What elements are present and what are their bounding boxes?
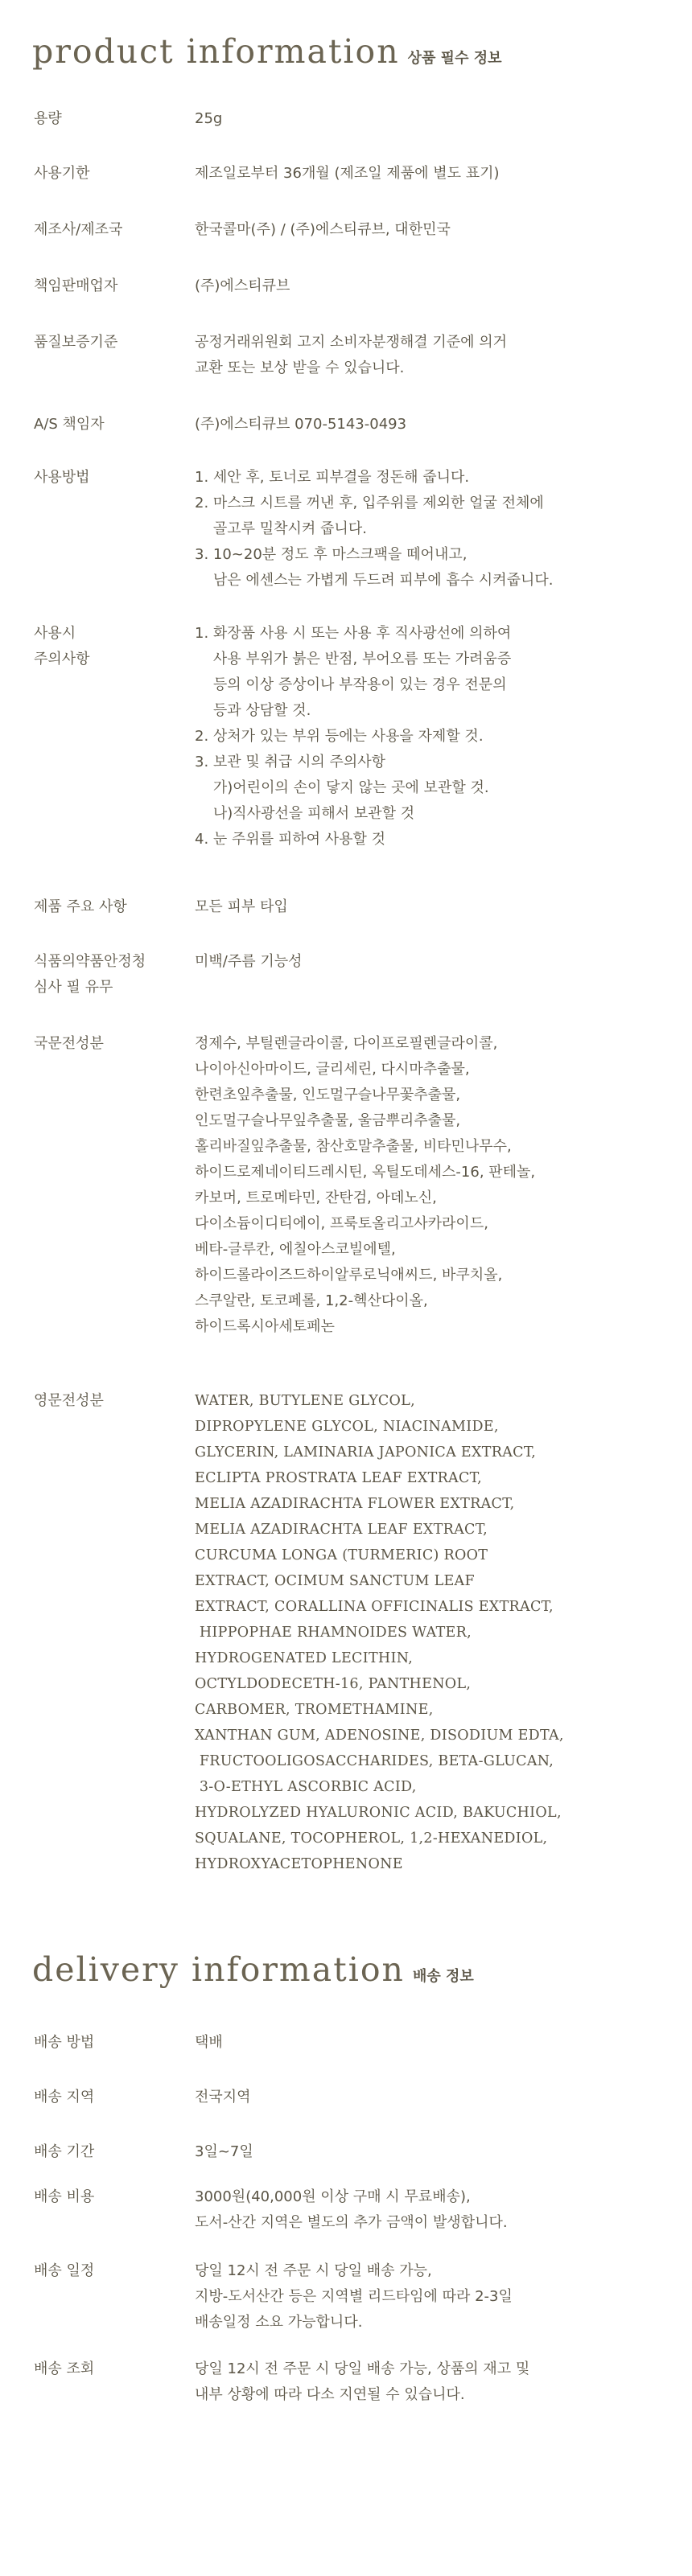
product-info-value-line: HYDROXYACETOPHENONE: [195, 1856, 403, 1872]
product-info-value: [195, 1031, 660, 1340]
delivery-info-value-line: 도서-산간 지역은 별도의 추가 금액이 발생합니다.: [195, 2214, 508, 2231]
delivery-info-heading: [32, 1950, 660, 1989]
product-info-value-line: CURCUMA LONGA (TURMERIC) ROOT: [195, 1547, 488, 1563]
product-info-value-line: HYDROGENATED LECITHIN,: [195, 1650, 414, 1666]
product-info-label: [34, 1388, 187, 1414]
product-info-label-line: 용량: [34, 110, 62, 127]
product-info-value-line: 3. 10~20분 정도 후 마스크팩을 떼어내고,: [195, 546, 468, 563]
product-info-value-line: 1. 세안 후, 토너로 피부결을 정돈해 줍니다.: [195, 469, 470, 486]
delivery-info-label: [34, 2139, 187, 2165]
product-info-value: [195, 949, 660, 975]
product-info-value-line: 홀리바질잎추출물, 참산호말추출물, 비타민나무수,: [195, 1138, 512, 1155]
product-info-value: [195, 217, 660, 243]
product-info-value-line: EXTRACT, CORALLINA OFFICINALIS EXTRACT,: [195, 1599, 554, 1615]
product-info-value-line: 베타-글루칸, 에칠아스코빌에텔,: [195, 1241, 396, 1258]
delivery-info-value: [195, 2258, 660, 2336]
product-info-value-line: 하이드로제네이티드레시틴, 옥틸도데세스-16, 판테놀,: [195, 1164, 536, 1181]
product-info-value-line: 인도멀구슬나무잎추출물, 울금뿌리추출물,: [195, 1112, 461, 1129]
product-info-value: [195, 330, 660, 381]
product-info-value-line: EXTRACT, OCIMUM SANCTUM LEAF: [195, 1573, 475, 1589]
product-info-value-line: 사용 부위가 붉은 반점, 부어오름 또는 가려움증: [195, 651, 512, 668]
delivery-info-label-line: 배송 기간: [34, 2143, 95, 2160]
product-info-label: [34, 1031, 187, 1057]
delivery-info-section: [32, 1950, 660, 1989]
product-info-value-line: MELIA AZADIRACHTA FLOWER EXTRACT,: [195, 1496, 515, 1512]
product-info-value-line: OCTYLDODECETH-16, PANTHENOL,: [195, 1676, 472, 1692]
product-info-value-line: MELIA AZADIRACHTA LEAF EXTRACT,: [195, 1522, 488, 1538]
product-info-label: [34, 161, 187, 187]
product-info-value-line: ECLIPTA PROSTRATA LEAF EXTRACT,: [195, 1470, 482, 1486]
product-info-label-line: 제조사/제조국: [34, 221, 123, 238]
product-info-value-line: 한국콜마(주) / (주)에스티큐브, 대한민국: [195, 221, 451, 238]
product-info-value: [195, 412, 660, 438]
delivery-info-label-line: 배송 비용: [34, 2188, 95, 2205]
product-info-value-line: HYDROLYZED HYALURONIC ACID, BAKUCHIOL,: [195, 1805, 562, 1821]
product-info-value-line: 스쿠알란, 토코페롤, 1,2-헥산다이올,: [195, 1292, 428, 1309]
delivery-info-value-line: 3000원(40,000원 이상 구매 시 무료배송),: [195, 2188, 471, 2205]
product-info-value-line: 나이아신아마이드, 글리세린, 다시마추출물,: [195, 1061, 470, 1078]
delivery-info-value-line: 배송일정 소요 가능합니다.: [195, 2314, 363, 2331]
product-info-label-line: 사용시: [34, 625, 76, 642]
product-info-value-line: WATER, BUTYLENE GLYCOL,: [195, 1393, 415, 1409]
product-info-value-line: 하이드롤라이즈드하이알루로닉애씨드, 바쿠치올,: [195, 1267, 503, 1284]
product-info-value: [195, 465, 660, 594]
product-info-value-line: 2. 상처가 있는 부위 등에는 사용을 자제할 것.: [195, 728, 484, 745]
delivery-info-title: delivery information: [32, 1950, 405, 1989]
delivery-info-value-line: 3일~7일: [195, 2143, 253, 2160]
delivery-info-value: [195, 2184, 660, 2236]
product-info-label: [34, 273, 187, 299]
product-info-value-line: 모든 피부 타입: [195, 898, 288, 915]
product-info-value-line: HIPPOPHAE RHAMNOIDES WATER,: [195, 1625, 472, 1641]
product-info-heading: [32, 32, 660, 71]
product-info-value-line: 하이드록시아세토페논: [195, 1318, 335, 1335]
delivery-info-label: [34, 2184, 187, 2210]
product-info-value-line: 3. 보관 및 취급 시의 주의사항: [195, 754, 386, 770]
product-info-value-line: 교환 또는 보상 받을 수 있습니다.: [195, 359, 405, 376]
product-info-label: [34, 949, 187, 1000]
delivery-info-label: [34, 2356, 187, 2382]
product-info-label: [34, 106, 187, 132]
delivery-info-value-line: 전국지역: [195, 2089, 251, 2106]
product-info-value-line: 25g: [195, 110, 223, 127]
delivery-info-value-line: 당일 12시 전 주문 시 당일 배송 가능, 상품의 재고 및: [195, 2360, 530, 2377]
delivery-info-value: [195, 2139, 660, 2165]
delivery-info-label: [34, 2030, 187, 2056]
product-info-value-line: 4. 눈 주위를 피하여 사용할 것: [195, 831, 386, 848]
product-info-value-line: 등의 이상 증상이나 부작용이 있는 경우 전문의: [195, 676, 507, 693]
product-info-label-line: 국문전성분: [34, 1035, 104, 1052]
product-info-value-line: 골고루 밀착시켜 줍니다.: [195, 520, 367, 537]
product-info-title: product information: [32, 32, 400, 71]
delivery-info-value-line: 지방-도서산간 등은 지역별 리드타임에 따라 2-3일: [195, 2288, 513, 2305]
product-info-label: [34, 621, 187, 672]
product-info-value: [195, 106, 660, 132]
delivery-info-label-line: 배송 지역: [34, 2089, 95, 2106]
product-info-value-line: (주)에스티큐브 070-5143-0493: [195, 416, 407, 433]
delivery-info-value: [195, 2030, 660, 2056]
product-info-value-line: CARBOMER, TROMETHAMINE,: [195, 1702, 434, 1718]
product-info-label-line: 사용기한: [34, 165, 90, 182]
product-info-value-line: 제조일로부터 36개월 (제조일 제품에 별도 표기): [195, 165, 500, 182]
product-info-value-line: 등과 상담할 것.: [195, 702, 311, 719]
product-info-label: [34, 217, 187, 243]
delivery-info-label-line: 배송 일정: [34, 2262, 95, 2279]
product-info-label: [34, 465, 187, 491]
product-info-value-line: 1. 화장품 사용 시 또는 사용 후 직사광선에 의하여: [195, 625, 512, 642]
product-info-value: [195, 621, 660, 853]
product-info-section: [32, 32, 660, 71]
product-info-label: [34, 894, 187, 920]
delivery-info-value: [195, 2085, 660, 2110]
product-info-value-line: DIPROPYLENE GLYCOL, NIACINAMIDE,: [195, 1419, 499, 1435]
product-info-label: [34, 412, 187, 438]
product-info-value-line: 공정거래위원회 고지 소비자분쟁해결 기준에 의거: [195, 334, 508, 351]
product-info-value-line: 2. 마스크 시트를 꺼낸 후, 입주위를 제외한 얼굴 전체에: [195, 495, 544, 512]
product-info-value: [195, 273, 660, 299]
product-info-label-line: 식품의약품안정청: [34, 953, 146, 970]
product-info-label-line: 책임판매업자: [34, 277, 118, 294]
delivery-info-label: [34, 2085, 187, 2110]
product-info-value-line: XANTHAN GUM, ADENOSINE, DISODIUM EDTA,: [195, 1728, 564, 1744]
delivery-info-subtitle: 배송 정보: [412, 1968, 474, 1985]
product-info-label-line: A/S 책임자: [34, 416, 105, 433]
product-info-subtitle: 상품 필수 정보: [407, 50, 502, 67]
product-info-value-line: 나)직사광선을 피해서 보관할 것: [195, 805, 415, 822]
delivery-info-label-line: 배송 방법: [34, 2034, 95, 2051]
product-info-label: [34, 330, 187, 355]
delivery-info-label-line: 배송 조회: [34, 2360, 95, 2377]
product-info-value-line: 3-O-ETHYL ASCORBIC ACID,: [195, 1779, 417, 1795]
product-info-value-line: 다이소듐이디티에이, 프룩토올리고사카라이드,: [195, 1215, 488, 1232]
product-info-label-line: 사용방법: [34, 469, 90, 486]
product-info-value: [195, 894, 660, 920]
product-info-value-line: 한련초잎추출물, 인도멀구슬나무꽃추출물,: [195, 1087, 461, 1103]
product-info-label-line: 주의사항: [34, 651, 90, 668]
delivery-info-label: [34, 2258, 187, 2284]
product-info-value-line: (주)에스티큐브: [195, 277, 290, 294]
product-info-value-line: 카보머, 트로메타민, 잔탄검, 아데노신,: [195, 1189, 437, 1206]
delivery-info-value-line: 당일 12시 전 주문 시 당일 배송 가능,: [195, 2262, 432, 2279]
product-info-label-line: 영문전성분: [34, 1392, 104, 1409]
product-info-label-line: 제품 주요 사항: [34, 898, 127, 915]
product-info-value-line: SQUALANE, TOCOPHEROL, 1,2-HEXANEDIOL,: [195, 1830, 548, 1847]
product-info-value-line: 남은 에센스는 가볍게 두드려 피부에 흡수 시켜줍니다.: [195, 572, 554, 589]
product-info-value-line: 정제수, 부틸렌글라이콜, 다이프로필렌글라이콜,: [195, 1035, 498, 1052]
delivery-info-value-line: 택배: [195, 2034, 223, 2051]
product-info-value-line: GLYCERIN, LAMINARIA JAPONICA EXTRACT,: [195, 1444, 537, 1461]
product-info-value-line: FRUCTOOLIGOSACCHARIDES, BETA-GLUCAN,: [195, 1753, 554, 1769]
product-info-value: [195, 161, 660, 187]
product-info-value: [195, 1388, 660, 1877]
product-info-value-line: 가)어린이의 손이 닿지 않는 곳에 보관할 것.: [195, 779, 489, 796]
product-info-value-line: 미백/주름 기능성: [195, 953, 303, 970]
delivery-info-value-line: 내부 상황에 따라 다소 지연될 수 있습니다.: [195, 2386, 465, 2403]
delivery-info-value: [195, 2356, 660, 2408]
product-info-label-line: 심사 필 유무: [34, 979, 113, 996]
product-info-label-line: 품질보증기준: [34, 334, 118, 351]
